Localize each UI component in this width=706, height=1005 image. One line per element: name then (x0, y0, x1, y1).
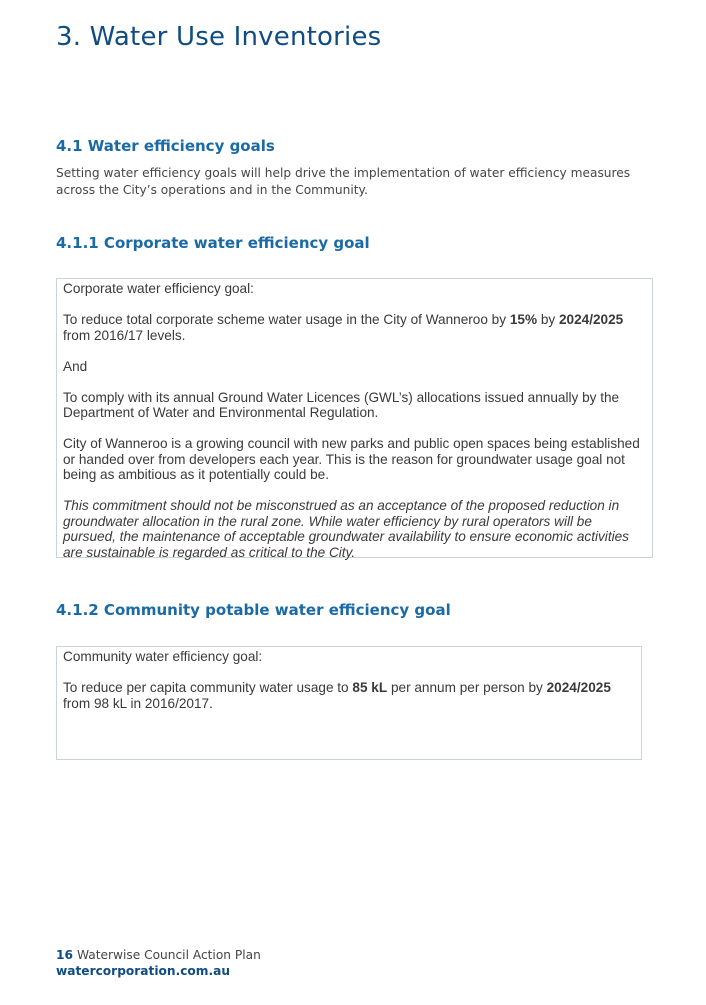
page-footer (56, 947, 261, 979)
corporate-goal-heading: 4.1.1 Corporate water efficiency goal (56, 234, 370, 252)
corporate-goal-text-pre: To reduce total corporate scheme water usage in the City of Wanneroo by (63, 312, 510, 327)
community-goal-box (56, 646, 642, 760)
page-title: 3. Water Use Inventories (56, 22, 382, 52)
corporate-goal-label: Corporate water efficiency goal: (63, 281, 254, 296)
footer-website: watercorporation.com.au (56, 964, 231, 978)
corporate-goal-year: 2024/2025 (558, 312, 624, 327)
community-goal-text-mid: per annum per person by (387, 680, 547, 695)
community-goal-heading: 4.1.2 Community potable water efficiency goal (56, 601, 451, 619)
corporate-goal-text-post: from 2016/17 levels. (63, 327, 186, 343)
corporate-commitment-text: This commitment should not be misconstrued as an acceptance of the proposed reduction in groundwater allocation in the rural zone. While water efficiency by rural operators will be pursued, the maintenance of acceptable groundwater availability to ensure economic activities are sustainable is regarded as critical to the City. (63, 498, 629, 560)
corporate-growth-text: City of Wanneroo is a growing council with new parks and public open spaces being established or handed over from developers each year. This is the reason for groundwater usage goal not being as ambitious as it potentially could be. (63, 436, 640, 482)
corporate-licence-text: To comply with its annual Ground Water Licences (GWL’s) allocations issued annually by the Department of Water and Environmental Regulation. (63, 389, 620, 420)
section-heading: 4.1 Water efficiency goals (56, 137, 275, 155)
footer-title-line (56, 947, 261, 963)
intro-paragraph: Setting water efficiency goals will help drive the implementation of water efficiency measures across the City’s operations and in the Community. (56, 166, 631, 197)
community-goal-text-pre: To reduce per capita community water usage to (63, 680, 353, 695)
community-goal-text-post: from 98 kL in 2016/2017. (63, 695, 213, 711)
page-number: 16 (56, 948, 73, 962)
community-goal-statement (63, 680, 635, 711)
corporate-goal-statement (63, 312, 646, 343)
community-goal-label: Community water efficiency goal: (63, 649, 263, 664)
corporate-goal-text-mid: by (537, 312, 559, 327)
corporate-goal-percentage: 15% (509, 312, 538, 327)
community-goal-year: 2024/2025 (546, 680, 611, 695)
footer-doc-title: Waterwise Council Action Plan (76, 948, 261, 962)
corporate-goal-and: And (63, 358, 88, 374)
community-goal-target: 85 kL (352, 680, 388, 695)
corporate-goal-box (56, 278, 653, 558)
